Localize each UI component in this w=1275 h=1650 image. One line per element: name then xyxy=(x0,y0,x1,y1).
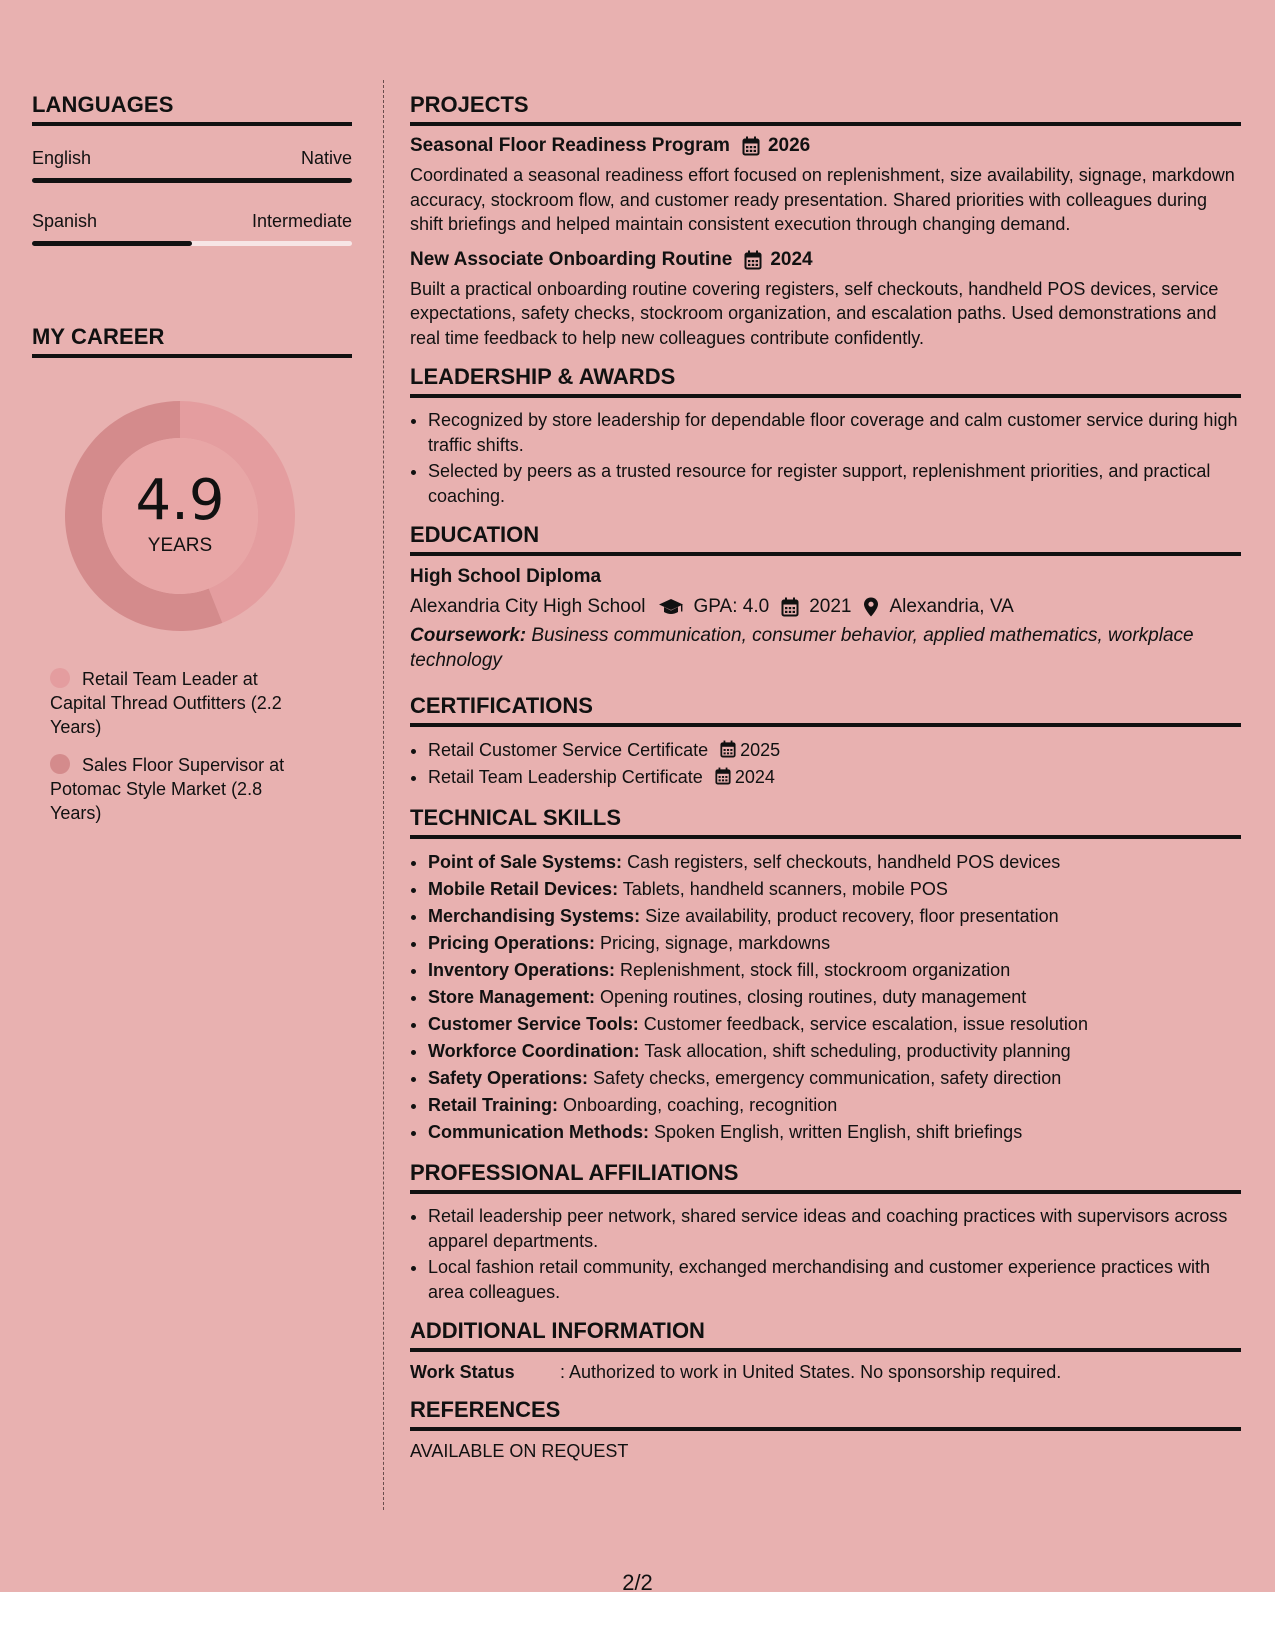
calendar-icon xyxy=(715,767,731,785)
skill-values: Spoken English, written English, shift briefings xyxy=(649,1122,1023,1142)
skill-category: Safety Operations: xyxy=(428,1068,589,1088)
skill-values: Replenishment, stock fill, stockroom organization xyxy=(615,960,1011,980)
skill-values: Pricing, signage, markdowns xyxy=(595,933,831,953)
coursework-text: Business communication, consumer behavior, applied mathematics, workplace technology xyxy=(410,625,1194,671)
skill-item xyxy=(428,1011,1241,1038)
column-divider xyxy=(383,80,384,1510)
calendar-icon xyxy=(781,597,799,617)
education-school: Alexandria City High School xyxy=(410,596,646,617)
career-total-years: 4.9 xyxy=(135,468,225,533)
left-column xyxy=(32,92,352,839)
project-year: 2026 xyxy=(767,135,811,156)
coursework-label: Coursework: xyxy=(410,625,527,646)
certification-name: Retail Customer Service Certificate xyxy=(428,740,709,760)
career-years-unit: YEARS xyxy=(147,535,213,556)
skill-category: Inventory Operations: xyxy=(428,960,616,980)
location-pin-icon xyxy=(863,597,879,617)
career-legend-item xyxy=(50,753,310,825)
language-level-fill xyxy=(32,178,352,183)
certifications-list xyxy=(410,737,1241,791)
education-degree: High School Diploma xyxy=(410,566,602,587)
certification-item xyxy=(428,764,1241,791)
right-column xyxy=(410,92,1241,1462)
career-legend-item xyxy=(50,667,310,739)
career-role-label: Sales Floor Supervisor at Potomac Style Market (2.8 Years) xyxy=(50,755,285,823)
skill-values: Cash registers, self checkouts, handheld POS devices xyxy=(622,852,1061,872)
skill-category: Point of Sale Systems: xyxy=(428,852,623,872)
leadership-title: LEADERSHIP & AWARDS xyxy=(410,364,1241,398)
affiliation-item: • Local fashion retail community, exchanged merchandising and customer experience practices with area colleagues. xyxy=(428,1255,1241,1304)
certification-name: Retail Team Leadership Certificate xyxy=(428,767,703,787)
language-item xyxy=(32,211,352,246)
project-description: Built a practical onboarding routine covering registers, self checkouts, handheld POS devices, service expectations, safety checks, stockroom organization, and escalation paths. Used demonstrations and real time feedback to help new colleagues contribute confidently. xyxy=(410,278,1219,348)
skill-item xyxy=(428,984,1241,1011)
technical-skills-list xyxy=(410,849,1241,1146)
skill-category: Customer Service Tools: xyxy=(428,1014,639,1034)
skill-item xyxy=(428,1092,1241,1119)
leadership-list xyxy=(410,408,1241,508)
calendar-icon xyxy=(720,740,736,758)
skill-category: Retail Training: xyxy=(428,1095,559,1115)
skill-item xyxy=(428,1038,1241,1065)
skill-item xyxy=(428,930,1241,957)
skill-category: Communication Methods: xyxy=(428,1122,649,1142)
language-item xyxy=(32,148,352,183)
career-donut-chart xyxy=(65,401,295,631)
career-role-label: Retail Team Leader at Capital Thread Outfitters (2.2 Years) xyxy=(50,669,282,737)
graduation-cap-icon xyxy=(658,598,684,616)
references-title: REFERENCES xyxy=(410,1397,1241,1431)
work-status-row xyxy=(410,1362,1241,1383)
project-name: New Associate Onboarding Routine xyxy=(410,248,733,270)
career-legend xyxy=(50,667,310,825)
language-level-fill xyxy=(32,241,192,246)
project-description: Coordinated a seasonal readiness effort focused on replenishment, size availability, signage, markdown accuracy, stockroom flow, and customer ready presentation. Shared priorities with colleagues during shift briefings and helped maintain consistent execution through changing demand. xyxy=(410,165,1235,234)
skill-values: Customer feedback, service escalation, issue resolution xyxy=(638,1014,1088,1034)
affiliations-list xyxy=(410,1204,1241,1304)
references-text: AVAILABLE ON REQUEST xyxy=(410,1441,629,1461)
skill-values: Size availability, product recovery, floor presentation xyxy=(640,906,1059,926)
skill-category: Merchandising Systems: xyxy=(428,906,641,926)
skill-values: Tablets, handheld scanners, mobile POS xyxy=(618,879,948,899)
language-level-bar xyxy=(32,241,352,246)
education-gpa: GPA: 4.0 xyxy=(693,596,770,617)
leadership-item: • Recognized by store leadership for dependable floor coverage and calm customer service during high traffic shifts. xyxy=(428,408,1241,457)
work-status-value: : Authorized to work in United States. No sponsorship required. xyxy=(560,1362,1062,1382)
skill-category: Workforce Coordination: xyxy=(428,1041,640,1061)
skill-category: Pricing Operations: xyxy=(428,933,596,953)
skill-values: Onboarding, coaching, recognition xyxy=(558,1095,838,1115)
calendar-icon xyxy=(742,136,760,156)
languages-title: LANGUAGES xyxy=(32,92,352,126)
project-item xyxy=(410,249,1241,351)
education-year: 2021 xyxy=(809,596,852,617)
affiliation-item: • Retail leadership peer network, shared service ideas and coaching practices with supervisors across apparel departments. xyxy=(428,1204,1241,1253)
certification-year: 2025 xyxy=(740,740,781,760)
project-name: Seasonal Floor Readiness Program xyxy=(410,135,730,156)
career-title: MY CAREER xyxy=(32,324,352,358)
legend-dot-icon xyxy=(50,754,70,774)
language-name: English xyxy=(32,148,92,168)
education-coursework xyxy=(410,624,1241,673)
language-level: Native xyxy=(300,148,352,168)
skill-values: Opening routines, closing routines, duty management xyxy=(595,987,1027,1007)
education-details xyxy=(410,596,1241,618)
skill-item xyxy=(428,1119,1241,1146)
additional-info-title: ADDITIONAL INFORMATION xyxy=(410,1318,1241,1352)
page-number: 2/2 xyxy=(622,1570,653,1595)
education-title: EDUCATION xyxy=(410,522,1241,556)
project-year: 2024 xyxy=(770,248,813,270)
certification-item xyxy=(428,737,1241,764)
calendar-icon xyxy=(744,250,762,270)
certification-year: 2024 xyxy=(734,767,775,787)
skill-item xyxy=(428,903,1241,930)
education-location: Alexandria, VA xyxy=(889,596,1014,617)
skill-values: Safety checks, emergency communication, safety direction xyxy=(588,1068,1062,1088)
skill-values: Task allocation, shift scheduling, productivity planning xyxy=(639,1041,1071,1061)
certifications-title: CERTIFICATIONS xyxy=(410,693,1241,727)
language-level: Intermediate xyxy=(251,211,352,231)
projects-title: PROJECTS xyxy=(410,92,1241,126)
leadership-item: • Selected by peers as a trusted resource for register support, replenishment priorities, and practical coaching. xyxy=(428,459,1241,508)
skill-item xyxy=(428,849,1241,876)
skill-category: Mobile Retail Devices: xyxy=(428,879,619,899)
language-name: Spanish xyxy=(32,211,98,231)
project-item xyxy=(410,135,1241,237)
affiliations-title: PROFESSIONAL AFFILIATIONS xyxy=(410,1160,1241,1194)
skill-item xyxy=(428,957,1241,984)
work-status-label: Work Status xyxy=(410,1362,515,1382)
legend-dot-icon xyxy=(50,668,70,688)
skill-category: Store Management: xyxy=(428,987,596,1007)
skill-item xyxy=(428,876,1241,903)
skill-item xyxy=(428,1065,1241,1092)
technical-skills-title: TECHNICAL SKILLS xyxy=(410,805,1241,839)
language-level-bar xyxy=(32,178,352,183)
